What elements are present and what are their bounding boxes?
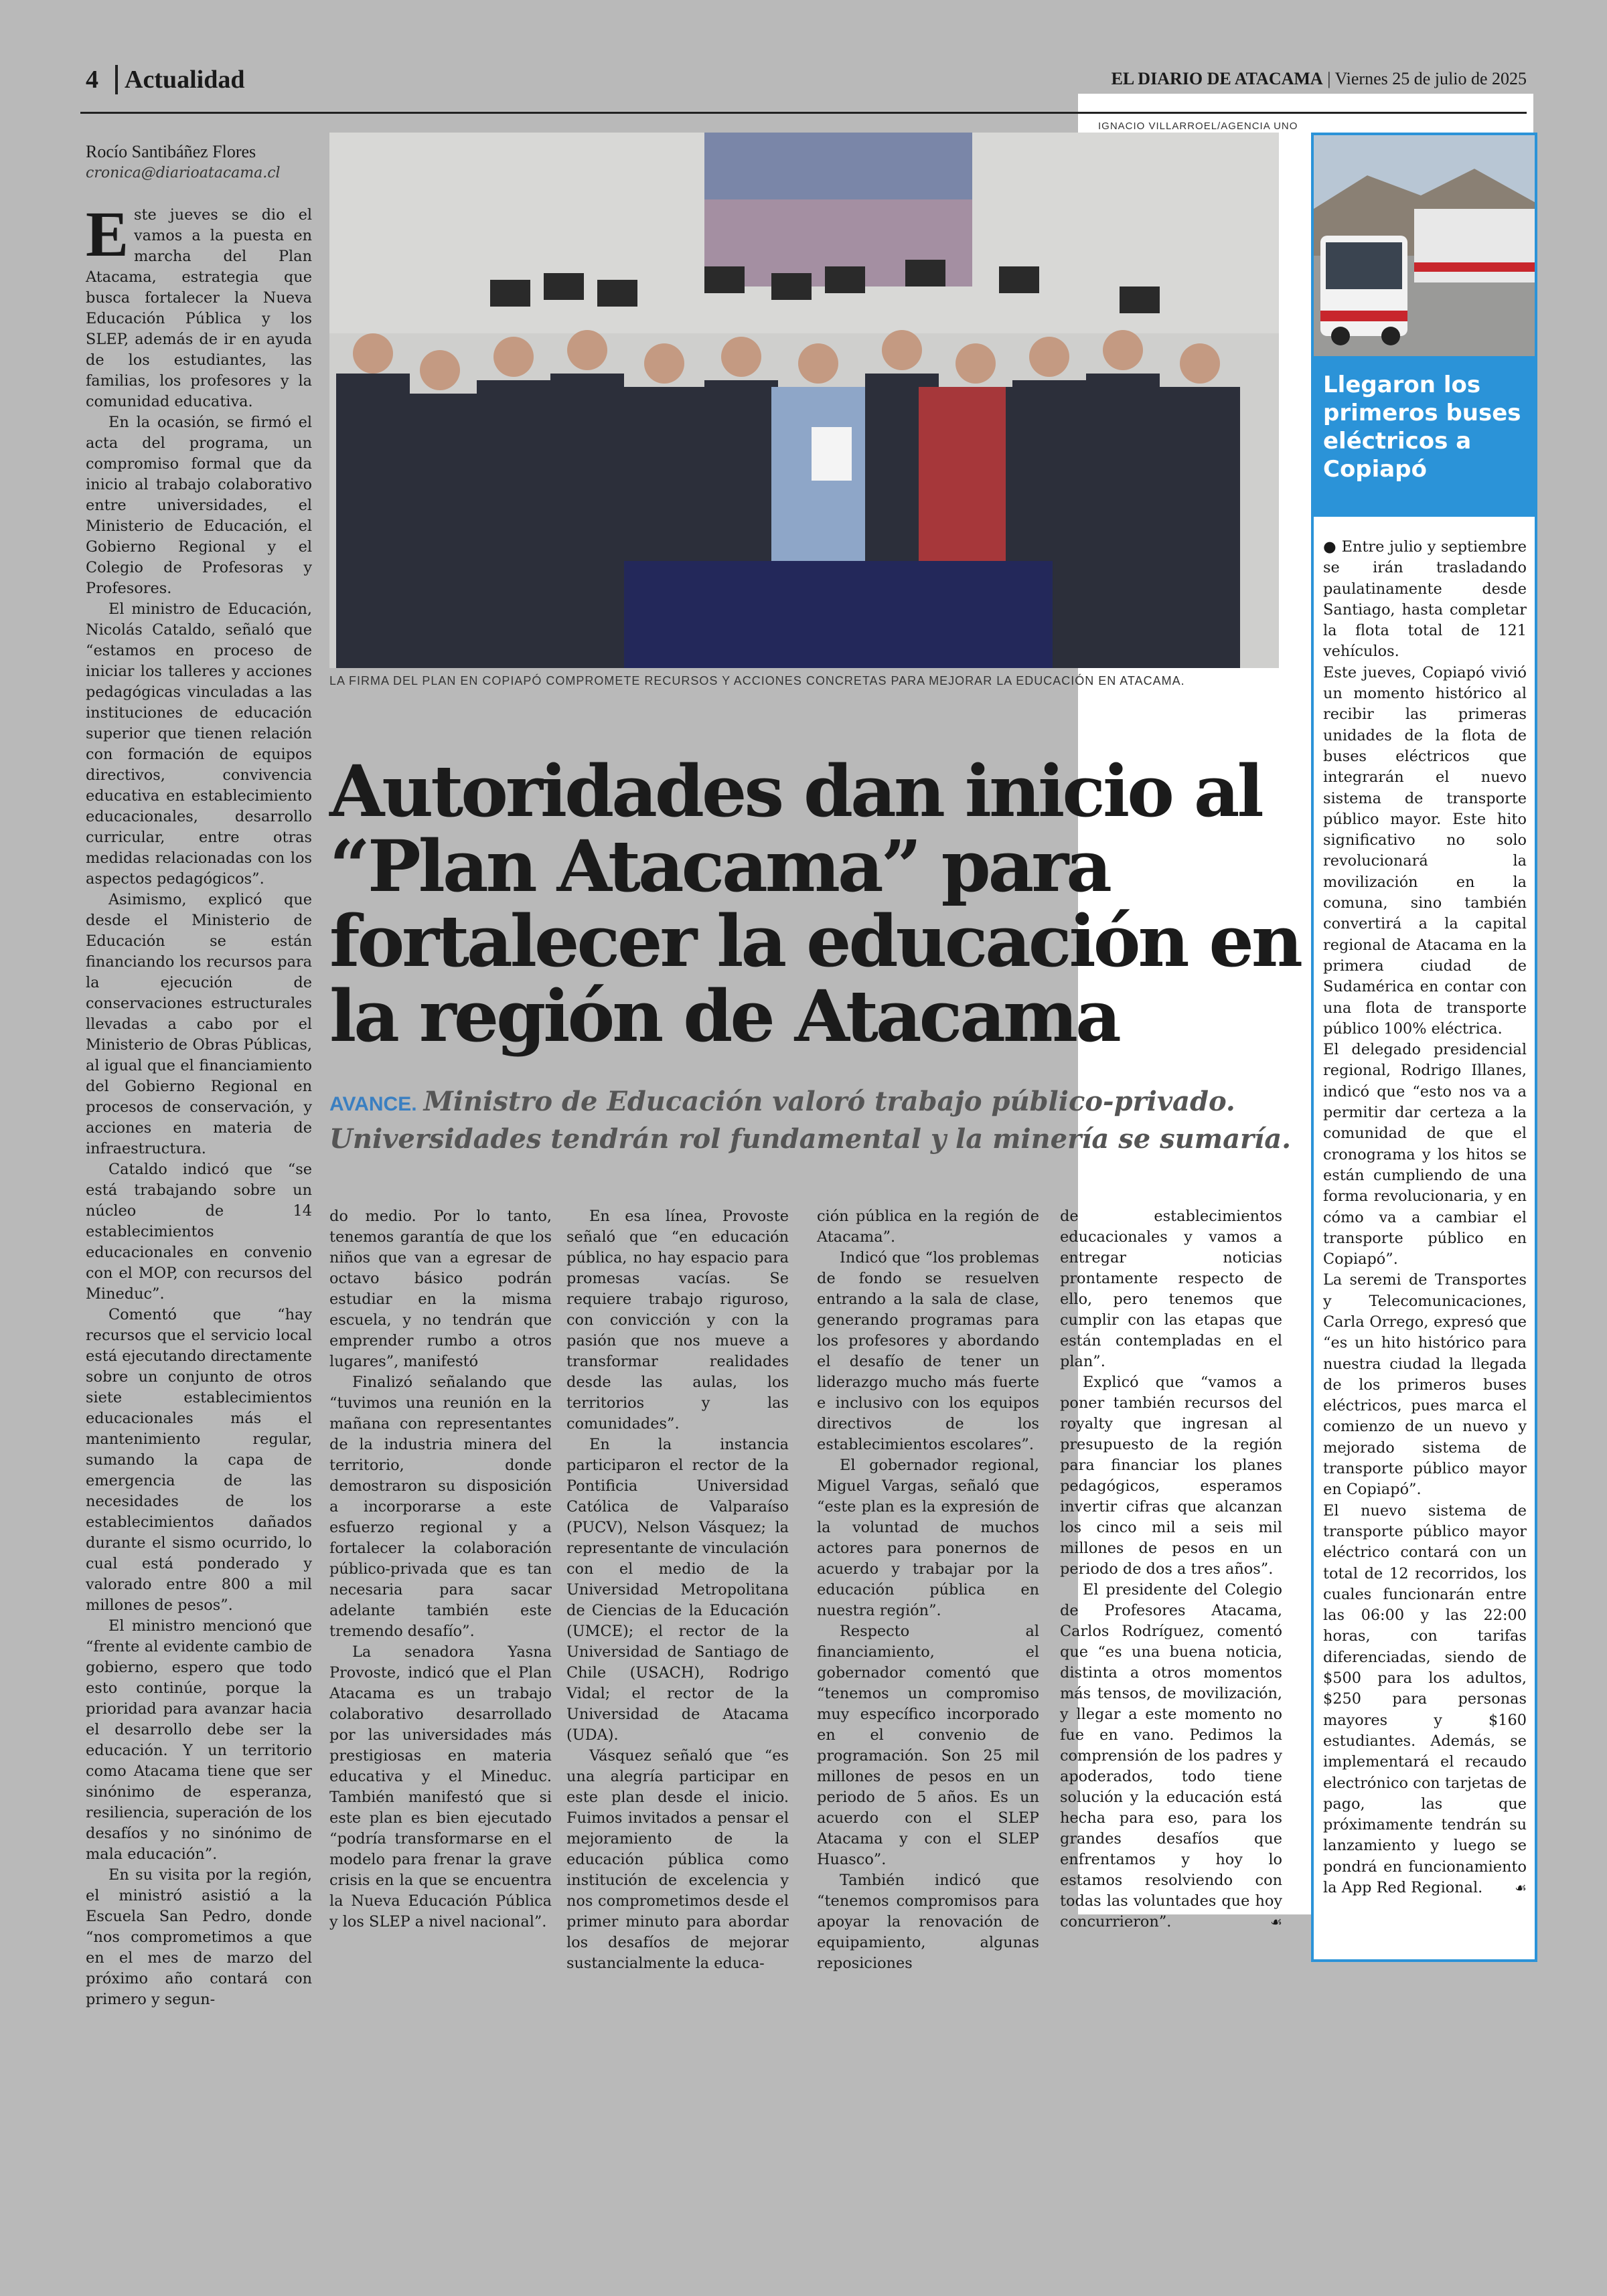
sidebar-paragraph: El delegado presidencial regional, Rodrigo Illanes, indicó que “esto nos va a permitir dar certeza a la comunidad de que el cronograma y los hitos se están cumpliendo de una forma revolucionaria, y en cómo va a cambiar el transporte público en Copiapó”. bbox=[1323, 1041, 1527, 1268]
end-mark-icon: ☙ bbox=[1270, 1914, 1282, 1930]
article-deck bbox=[329, 1084, 1307, 1157]
article-column-5 bbox=[1060, 1206, 1282, 1933]
photo-credit: IGNACIO VILLARROEL/AGENCIA UNO bbox=[1098, 120, 1298, 132]
paragraph: En su visita por la región, el ministró asistió a la Escuela San Pedro, donde “nos comprometimos a que en el mes de marzo del próximo año contará con primero y segun- bbox=[86, 1866, 312, 2008]
sidebar-lead: ● Entre julio y septiembre se irán trasladando paulatinamente desde Santiago, hasta completar la flota total de 121 vehículos. bbox=[1323, 538, 1527, 661]
newspaper-page bbox=[80, 64, 1527, 2008]
paragraph: El ministro mencionó que “frente al evidente cambio de gobierno, espero que todo esto continúe, porque la prioridad para avanzar hacia el desarrollo debe ser la educación. Y un territorio como Atacama tiene que ser sinónimo de esperanza, resiliencia, superación de los desafíos y no sinónimo de mala educación”. bbox=[86, 1617, 312, 1863]
paragraph: También indicó que “tenemos compromisos para apoyar la renovación de equipamiento, algunas reposiciones bbox=[817, 1872, 1039, 1972]
paragraph: Finalizó señalando que “tuvimos una reunión en la mañana con representantes de la industria minera del territorio, donde demostraron su disposición a incorporarse a este esfuerzo regional y a fortalecer la colaboración público-privada que es tan necesaria para sacar adelante también este tremendo desafío”. bbox=[329, 1374, 552, 1640]
paragraph: En la instancia participaron el rector de la Pontificia Universidad Católica de Valparaíso (PUCV), Nelson Vásquez; la representante de vinculación con el medio de la Universidad Metropolitana de Ciencias de la Educación (UMCE); el rector de la Universidad de Santiago de Chile (USACH), Rodrigo Vidal; el rector de la Universidad de Atacama (UDA). bbox=[566, 1436, 789, 1744]
paragraph: Asimismo, explicó que desde el Ministerio de Educación se están financiando los recursos para la ejecución de conservaciones estructurales llevadas a cabo por el Ministerio de Obras Públicas, al igual que el financiamiento del Gobierno Regional en procesos de conservación, y acciones en materia de infraestructura. bbox=[86, 891, 312, 1157]
section-name: Actualidad bbox=[115, 65, 244, 94]
paragraph: Respecto al financiamiento, el gobernador comentó que “tenemos un compromiso muy específico incorporado en el convenio de programación. Son 25 mil millones de pesos en un periodo de 5 años. Es un acuerdo con el SLEP Atacama y con el SLEP Huasco”. bbox=[817, 1623, 1039, 1868]
sidebar-headline: Llegaron los primeros buses eléctricos a Copiapó bbox=[1314, 356, 1535, 517]
sidebar-body bbox=[1323, 537, 1527, 1898]
page-number: 4 bbox=[86, 66, 98, 94]
author-email: cronica@diarioatacama.cl bbox=[86, 165, 281, 181]
paragraph: El presidente del Colegio de Profesores Atacama, Carlos Rodríguez, comentó que “es una buena noticia, distinta a otros momentos más tensos, de movilización, y llegar a este momento no fue en vano. Pedimos la comprensión de los padres y apoderados, todo tiene solución y la educación está hecha para eso, para los grandes desafíos que enfrentamos y hoy lo estamos resolviendo con todas las voluntades que hoy concurrieron”. ☙ bbox=[1060, 1580, 1282, 1933]
paper-name: EL DIARIO DE ATACAMA bbox=[1111, 69, 1323, 88]
paragraph: En esa línea, Provoste señaló que “en educación pública, no hay espacio para promesas vacías. Se requiere trabajo riguroso, con convicción y con la pasión que nos mueve a transformar realidades desde las aulas, los territorios y las comunidades”. bbox=[566, 1208, 789, 1432]
paragraph: Vásquez señaló que “es una alegría participar en este plan desde el inicio. Fuimos invitados a pensar el mejoramiento de la educación pública como institución de excelencia y nos comprometimos desde el primer minuto para abordar los desafíos de mejorar sustancialmente la educa- bbox=[566, 1747, 789, 1972]
drop-cap: E bbox=[86, 198, 129, 270]
paragraph: El gobernador regional, Miguel Vargas, señaló que “este plan es la expresión de la voluntad de muchos actores para ponernos de acuerdo y trabajar por la educación pública en nuestra región”. bbox=[817, 1457, 1039, 1619]
masthead-date: EL DIARIO DE ATACAMA | Viernes 25 de julio de 2025 bbox=[1111, 69, 1527, 88]
bullet-icon: ● bbox=[1323, 538, 1337, 556]
sidebar-box bbox=[1311, 133, 1537, 1962]
paragraph: En la ocasión, se firmó el acta del programa, un compromiso formal que da inicio al trabajo colaborativo entre universidades, el Ministerio de Educación, el Gobierno Regional y el Colegio de Profesoras y Profesores. bbox=[86, 414, 312, 597]
sidebar-paragraph: La seremi de Transportes y Telecomunicaciones, Carla Orrego, expresó que “es un hito histórico para nuestra ciudad la llegada de los primeros buses eléctricos, pues marca el comienzo de un nuevo y mejorado sistema de transporte público mayor en Copiapó”. bbox=[1323, 1271, 1527, 1499]
sidebar-paragraph: Este jueves, Copiapó vivió un momento histórico al recibir las primeras unidades de la flota de buses eléctricos que integrarán el nuevo sistema de transporte público mayor. Este hito significativo no solo revolucionará la movilización en la comuna, sino también convertirá a la capital regional de Atacama en la primera ciudad de Sudamérica en contar con una flota de transporte público 100% eléctrica. bbox=[1323, 663, 1527, 1038]
paragraph: Explicó que “vamos a poner también recursos del royalty que ingresan al presupuesto de la región para financiar los planes pedagógicos, esperamos invertir cifras que alcanzan los cinco mil a seis mil millones de pesos en un periodo de dos a tres años”. bbox=[1060, 1374, 1282, 1578]
paragraph: Indicó que “los problemas de fondo se resuelven entrando a la sala de clase, generando programas para los profesores y abordando el desafío de tener un liderazgo mucho más fuerte e inclusivo con los equipos directivos de los establecimientos escolares”. bbox=[817, 1249, 1039, 1453]
paragraph: Cataldo indicó que “se está trabajando sobre un núcleo de 14 establecimientos educacionales en convenio con el MOP, con recursos del Mineduc”. bbox=[86, 1161, 312, 1303]
ceremony-photo-graphic bbox=[329, 133, 1279, 668]
article-column-3 bbox=[566, 1206, 789, 1974]
photo-caption: LA FIRMA DEL PLAN EN COPIAPÓ COMPROMETE RECURSOS Y ACCIONES CONCRETAS PARA MEJORAR LA EDUCACIÓN EN ATACAMA. bbox=[329, 674, 1185, 687]
ceremony-photo bbox=[329, 133, 1279, 668]
sidebar-paragraph: El nuevo sistema de transporte público mayor eléctrico contará con un total de 12 recorridos, los cuales funcionarán entre las 06:00 y las 22:00 horas, con tarifas diferenciadas, siendo de $500 para los adultos, $250 para personas mayores y $160 estudiantes. Además, se implementará el recaudo electrónico con tarjetas de pago, las que próximamente tendrán su lanzamiento y luego se pondrá en funcionamiento la App Red Regional. ☙ bbox=[1323, 1501, 1527, 1899]
author-name: Rocío Santibáñez Flores bbox=[86, 142, 256, 161]
issue-date: Viernes 25 de julio de 2025 bbox=[1334, 69, 1527, 88]
running-header bbox=[80, 64, 1527, 114]
paragraph: Comentó que “hay recursos que el servicio local está ejecutando directamente sobre un conjunto de otros siete establecimientos educacionales más el mantenimiento regular, sumando la capa de emergencia de las necesidades de los establecimientos dañados durante el sismo ocurrido, lo cual está ponderado y valorado entre 800 a mil millones de pesos”. bbox=[86, 1306, 312, 1614]
bus-photo-graphic bbox=[1314, 135, 1535, 356]
lead-paragraph: Este jueves se dio el vamos a la puesta en marcha del Plan Atacama, estrategia que busca fortalecer la Nueva Educación Pública y los SLEP, además de ir en ayuda de los estudiantes, las familias, los profesores y la comunidad educativa. bbox=[86, 198, 312, 410]
article-column-2 bbox=[329, 1206, 552, 1933]
paragraph: El ministro de Educación, Nicolás Cataldo, señaló que “estamos en proceso de iniciar los talleres y acciones pedagógicas vinculadas a las instituciones de educación superior que tienen relación con formación de equipos directivos, convivencia educativa en establecimiento educacionales, desarrollo curricular, entre otras medidas relacionadas con los aspectos pedagógicos”. bbox=[86, 600, 312, 888]
paragraph: ción pública en la región de Atacama”. bbox=[817, 1208, 1039, 1246]
paragraph: do medio. Por lo tanto, tenemos garantía de que los niños que van a egresar de octavo básico podrán estudiar en la misma escuela, y no tendrán que emprender rumbo a otros lugares”, manifestó bbox=[329, 1208, 552, 1370]
deck-tag: AVANCE. bbox=[329, 1093, 417, 1115]
paragraph: La senadora Yasna Provoste, indicó que el Plan Atacama es un trabajo colaborativo desarrollado por las universidades más prestigiosas en materia educativa y el Mineduc. También manifestó que si este plan es bien ejecutado “podría transformarse en el modelo para frenar la grave crisis en la que se encuentra la Nueva Educación Pública y los SLEP a nivel nacional”. bbox=[329, 1643, 552, 1931]
paragraph: de establecimientos educacionales y vamos a entregar noticias prontamente respecto de ello, pero tenemos que cumplir con las etapas que están contempladas en el plan”. bbox=[1060, 1208, 1282, 1370]
article-headline: Autoridades dan inicio al “Plan Atacama” para fortalecer la educación en la región de Atacama bbox=[329, 749, 1300, 1058]
article-column-1 bbox=[86, 141, 312, 2010]
end-mark-icon: ☙ bbox=[1515, 1880, 1527, 1896]
article-column-4 bbox=[817, 1206, 1039, 1974]
deck-text: Ministro de Educación valoró trabajo público-privado. Universidades tendrán rol fundamental y la minería se sumaría. bbox=[329, 1086, 1292, 1155]
bus-photo bbox=[1314, 135, 1535, 356]
